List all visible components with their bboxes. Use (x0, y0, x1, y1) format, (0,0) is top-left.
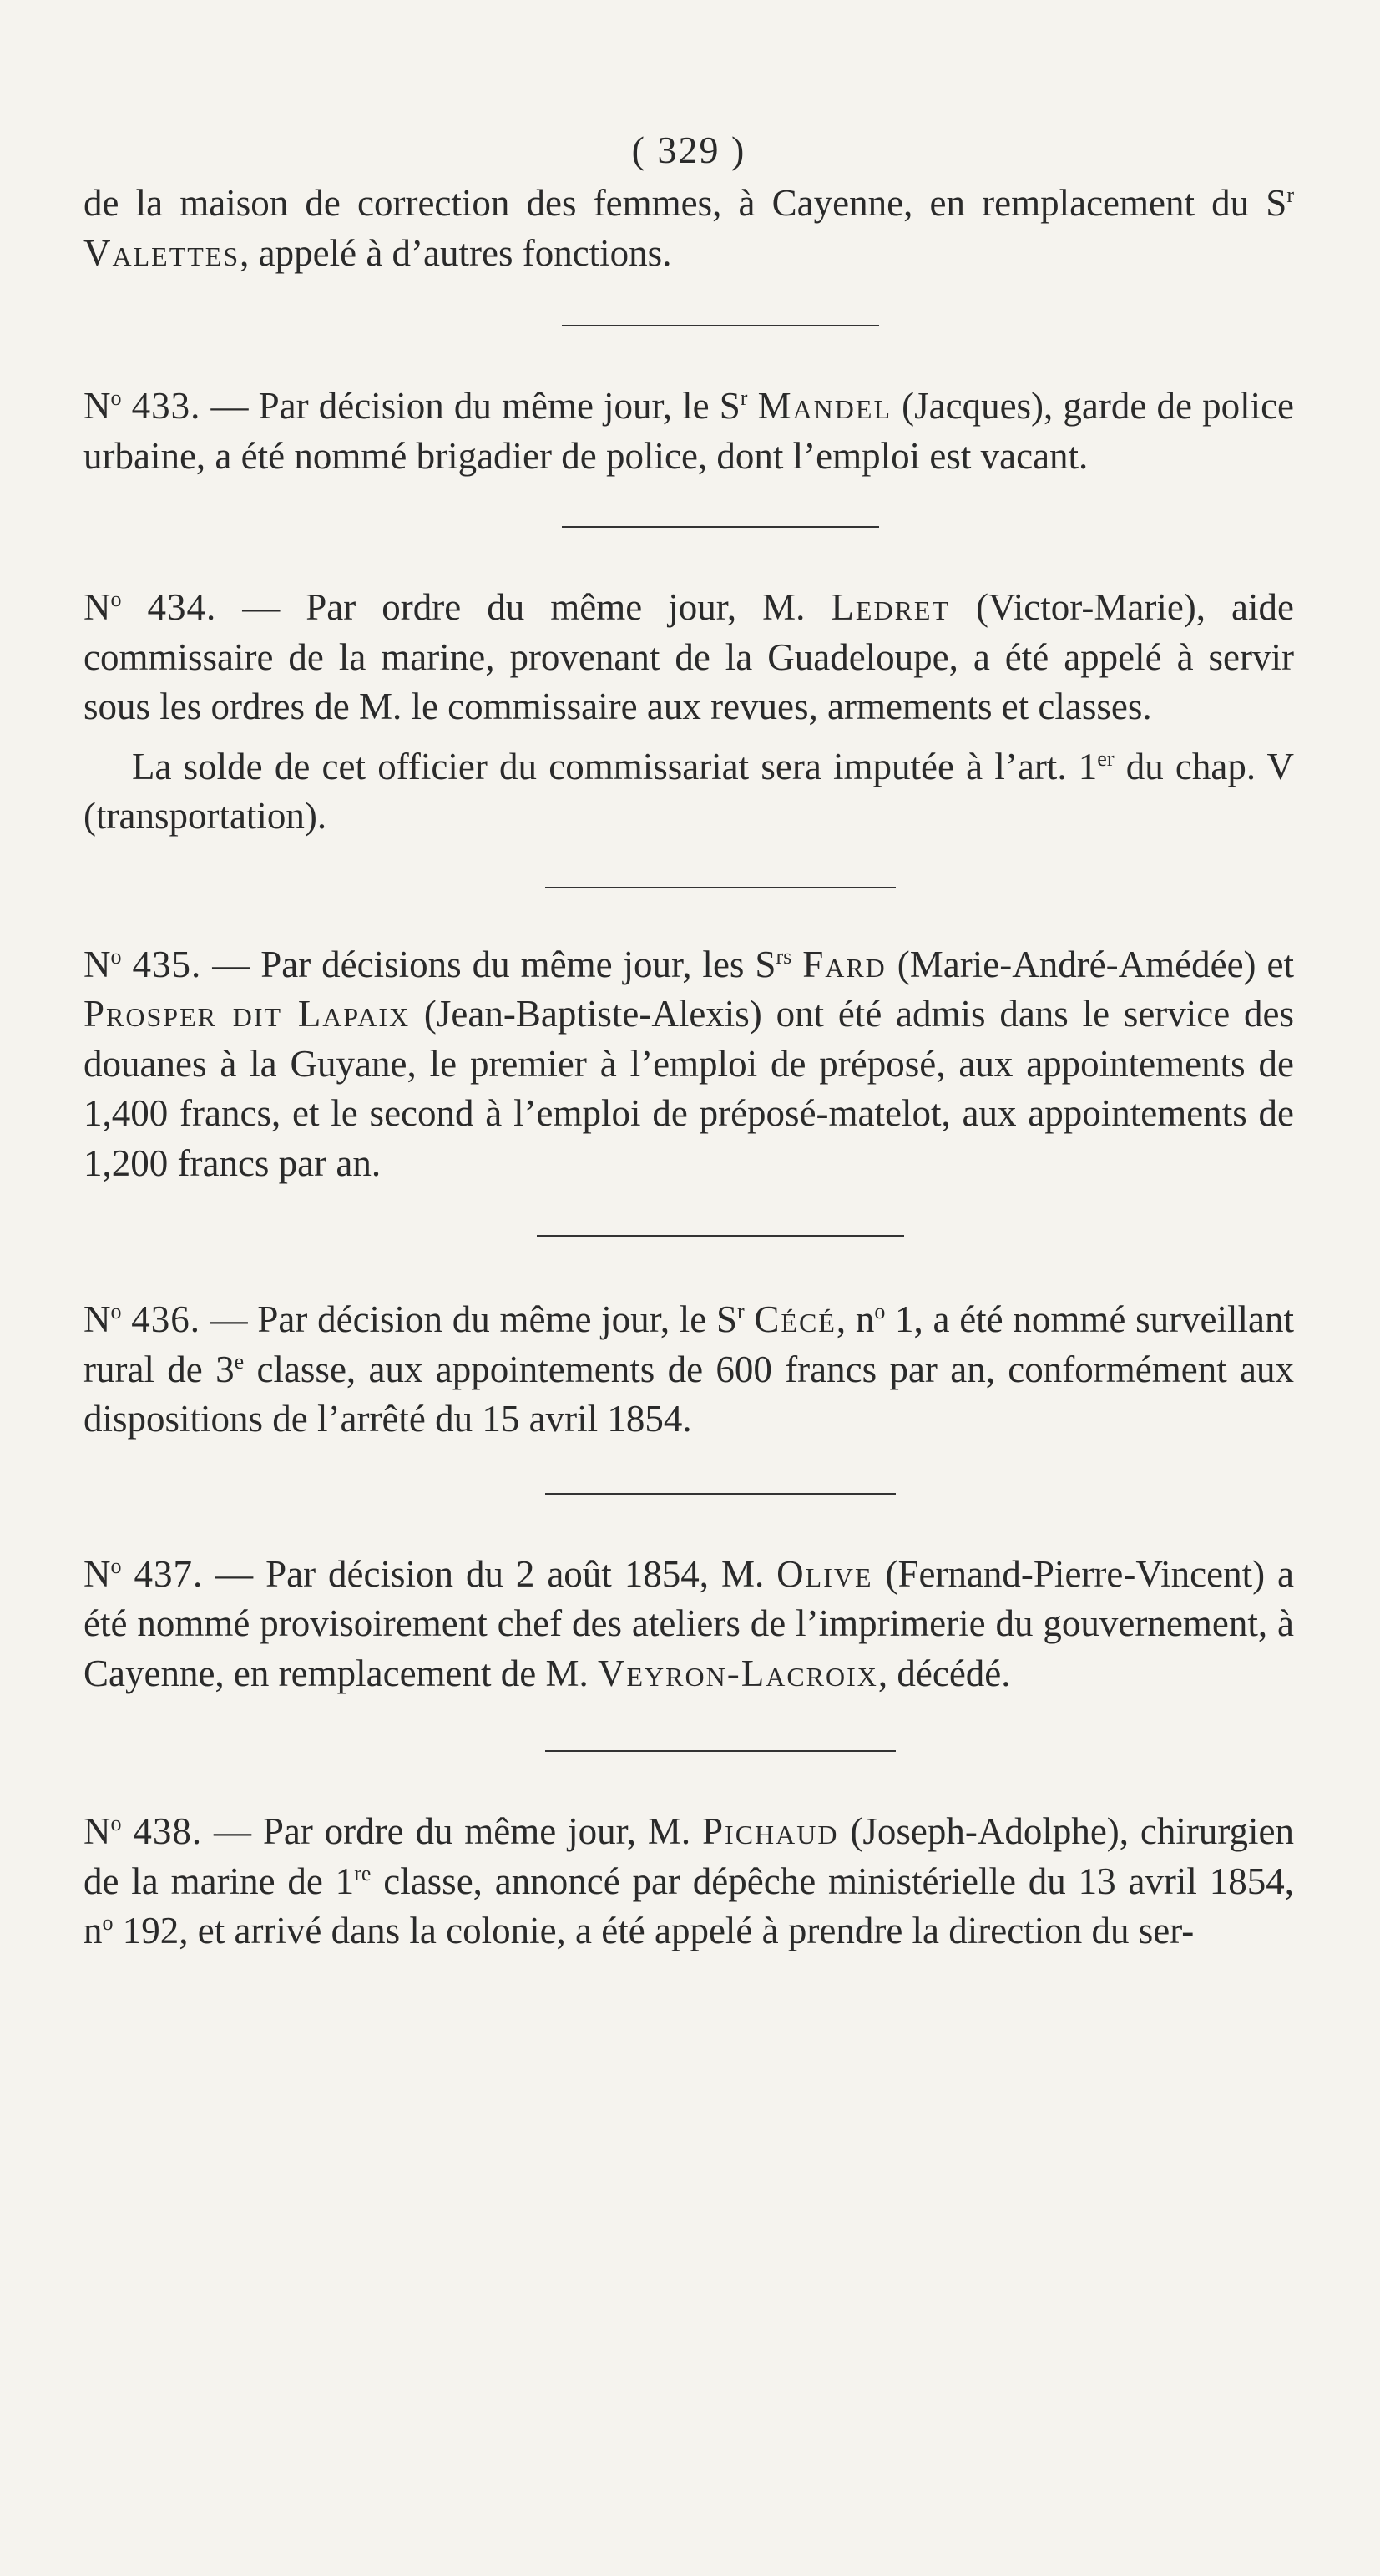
page-number: ( 329 ) (631, 129, 746, 171)
entry-person-name: Ledret (831, 586, 951, 628)
entry-number-prefix: N (83, 1810, 111, 1852)
entry-text: — Par décision du même jour, le S (200, 1298, 738, 1340)
entry-435 (83, 940, 1294, 1189)
entry-person-name: Veyron-Lacroix (598, 1652, 878, 1694)
entry-person-name: Mandel (757, 385, 892, 427)
entry-text: — Par décision du 2 août 1854, M. (203, 1552, 777, 1595)
entry-number: 435. (132, 943, 202, 985)
entry-person-name: Cécé (754, 1298, 837, 1340)
entry-number-prefix: N (83, 1298, 111, 1340)
entry-text: , n (836, 1298, 875, 1340)
entry-number: 438. (133, 1810, 203, 1852)
section-divider (537, 1235, 904, 1237)
entry-number-sup: o (110, 386, 122, 410)
section-divider (545, 887, 896, 888)
entry-number-sup: o (110, 587, 122, 611)
entry-sup: r (737, 1299, 745, 1323)
entry-number: 436. (131, 1298, 200, 1340)
entry-number-sup: o (110, 1299, 122, 1323)
entry-text: — Par ordre du même jour, M. (202, 1810, 703, 1852)
entry-sup: o (874, 1299, 886, 1323)
section-divider (562, 526, 879, 528)
entry-text: classe, annoncé par dépêche ministérielle du 13 avril 1854, n (83, 1860, 1294, 1951)
entry-person-name: Pichaud (702, 1810, 839, 1852)
entry-number-sup: o (110, 944, 122, 969)
entry-text: 192, et arrivé dans la colonie, a été appelé à prendre la direction du ser- (113, 1910, 1195, 1951)
entry-number-sup: o (110, 1553, 122, 1578)
entry-text: (Fernand-Pierre-Vincent) a été nommé provisoirement chef des ateliers de l’imprimerie du gouvernement, à Cayenne, en remplacement de M. (83, 1552, 1294, 1694)
intro-name: Valettes (83, 231, 240, 274)
entry-note-text: La solde de cet officier du commissariat sera imputée à l’art. 1 (132, 745, 1098, 787)
entry-text: — Par décision du même jour, le S (200, 385, 741, 427)
entry-text: (Victor-Marie), aide commissaire de la marine, provenant de la Guadeloupe, a été appelé à servir sous les ordres de M. le commissaire aux revues, armements et classes. (83, 586, 1294, 727)
entry-text: 1, a été nommé surveillant rural de 3 (83, 1298, 1295, 1390)
section-divider (545, 1750, 896, 1752)
entry-text: — Par ordre du même jour, M. (216, 586, 832, 628)
entry-person-name: Prosper dit Lapaix (83, 993, 411, 1035)
entry-number-prefix: N (83, 385, 111, 427)
entry-number-prefix: N (83, 586, 111, 628)
section-divider (562, 325, 879, 326)
intro-paragraph (83, 179, 1294, 278)
entry-person-name: Olive (776, 1552, 873, 1595)
entry-434-note (83, 742, 1294, 842)
entry-number: 433. (131, 385, 201, 427)
entry-sup: e (234, 1349, 245, 1374)
entry-person-name: Fard (802, 943, 887, 985)
entry-sup: o (102, 1910, 114, 1935)
intro-sup: r (1286, 183, 1294, 207)
entry-text: (Joseph-Adolphe), chirurgien de la marine de 1 (83, 1810, 1294, 1902)
entry-number-sup: o (110, 1811, 122, 1835)
entry-436 (83, 1295, 1294, 1445)
entry-number-prefix: N (83, 943, 111, 985)
entry-text: (Jacques), garde de police urbaine, a été nommé brigadier de police, dont l’emploi est vacant. (83, 385, 1295, 477)
entry-text: (Jean-Baptiste-Alexis) ont été admis dans le service des douanes à la Guyane, le premier à l’emploi de préposé, aux appointements de 1,400 francs, et le second à l’emploi de préposé-matelot, aux appointements de 1,200 francs par an. (83, 993, 1294, 1184)
entry-text: , décédé. (877, 1652, 1011, 1694)
intro-text-after: , appelé à d’autres fonctions. (240, 231, 672, 274)
entry-text: (Marie-André-Amédée) et (886, 943, 1294, 985)
entry-sup: r (740, 386, 748, 410)
entry-sup: re (354, 1860, 372, 1885)
section-divider (545, 1493, 896, 1495)
entry-text: — Par décisions du même jour, les S (201, 943, 776, 985)
entry-434 (83, 583, 1294, 732)
entry-number: 437. (134, 1552, 204, 1595)
entry-sup: rs (776, 944, 792, 969)
entry-note-sup: er (1097, 746, 1115, 771)
entry-number-prefix: N (83, 1552, 111, 1595)
entry-433 (83, 382, 1294, 481)
document-page (83, 125, 1294, 1956)
entry-note-text: du chap. V (transportation). (83, 745, 1294, 837)
entry-number: 434. (147, 586, 217, 628)
intro-text-before: de la maison de correction des femmes, à Cayenne, en remplacement du S (83, 182, 1287, 224)
entry-text: classe, aux appointements de 600 francs par an, conformément aux dispositions de l’arrêté du 15 avril 1854. (83, 1348, 1295, 1440)
entry-438 (83, 1807, 1294, 1956)
entry-437 (83, 1550, 1294, 1699)
